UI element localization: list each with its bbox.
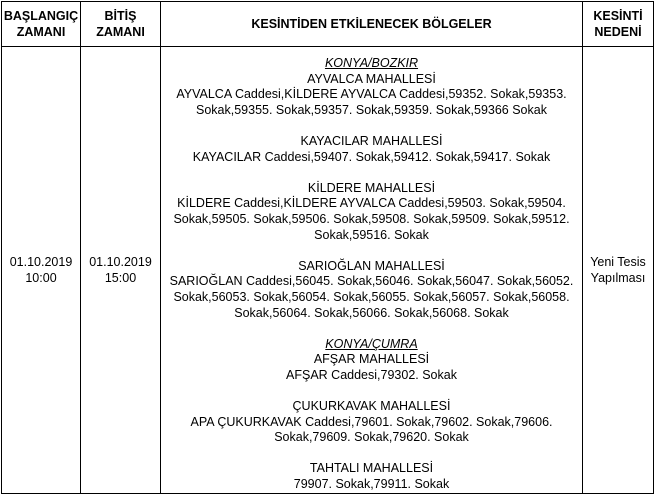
- header-reason: [583, 2, 654, 47]
- reason-cell: [583, 47, 654, 494]
- street-line: Sokak,59505. Sokak,59506. Sokak,59508. Sokak,59509. Sokak,59512.: [173, 211, 570, 226]
- neighborhood-title: SARIOĞLAN MAHALLESİ: [298, 258, 445, 273]
- header-regions: [161, 2, 583, 47]
- header-end-line-1: BİTİŞ: [104, 9, 137, 23]
- reason-line-1: Yeni Tesis: [590, 254, 646, 269]
- neighborhood-title: KİLDERE MAHALLESİ: [307, 180, 436, 195]
- end-hour: 15:00: [104, 270, 137, 285]
- end-date: 01.10.2019: [89, 254, 152, 269]
- header-reason-line-1: KESİNTİ: [593, 9, 643, 23]
- reason-line-2: Yapılması: [590, 270, 646, 285]
- street-line: Sokak,79609. Sokak,79620. Sokak: [274, 430, 469, 445]
- street-line: AFŞAR Caddesi,79302. Sokak: [286, 367, 457, 382]
- neighborhood-title: TAHTALI MAHALLESİ: [309, 461, 434, 476]
- province-title: KONYA/BOZKIR: [324, 56, 419, 70]
- start-hour: 10:00: [25, 270, 57, 285]
- street-line: Sokak,56053. Sokak,56054. Sokak,56055. Sokak,56057. Sokak,56058.: [173, 289, 570, 304]
- street-line: Sokak,56064. Sokak,56066. Sokak,56068. Sokak: [234, 305, 509, 320]
- province-title: KONYA/ÇUMRA: [325, 336, 418, 351]
- street-line: KAYACILAR Caddesi,59407. Sokak,59412. Sokak,59417. Sokak: [192, 149, 551, 164]
- header-regions-label: KESİNTİDEN ETKİLENECEK BÖLGELER: [251, 17, 492, 31]
- header-reason-line-2: NEDENİ: [594, 25, 642, 39]
- neighborhood-title: AFŞAR MAHALLESİ: [313, 352, 430, 367]
- regions-cell: [161, 47, 583, 494]
- street-line: APA ÇUKURKAVAK Caddesi,79601. Sokak,79602. Sokak,79606.: [190, 414, 553, 429]
- start-date: 01.10.2019: [9, 254, 73, 269]
- header-start-line-1: BAŞLANGIÇ: [3, 9, 79, 23]
- street-line: Sokak,59355. Sokak,59357. Sokak,59359. Sokak,59366 Sokak: [196, 102, 547, 117]
- street-line: AYVALCA Caddesi,KİLDERE AYVALCA Caddesi,59352. Sokak,59353.: [176, 87, 567, 102]
- header-end-time: [81, 2, 161, 47]
- start-time-cell: [2, 47, 81, 494]
- street-line: Sokak,59516. Sokak: [314, 227, 429, 242]
- header-row: [2, 2, 654, 47]
- header-start-line-2: ZAMANI: [16, 25, 66, 39]
- street-line: KİLDERE Caddesi,KİLDERE AYVALCA Caddesi,59503. Sokak,59504.: [177, 196, 566, 211]
- neighborhood-title: KAYACILAR MAHALLESİ: [300, 133, 443, 148]
- street-line: 79907. Sokak,79911. Sokak: [293, 477, 450, 492]
- end-time-cell: [81, 47, 161, 494]
- header-end-line-2: ZAMANI: [96, 25, 145, 39]
- table-row: [2, 47, 654, 494]
- header-start-time: [2, 2, 81, 47]
- neighborhood-title: ÇUKURKAVAK MAHALLESİ: [292, 399, 451, 414]
- neighborhood-title: AYVALCA MAHALLESİ: [307, 71, 436, 86]
- outage-table: [1, 1, 654, 494]
- street-line: SARIOĞLAN Caddesi,56045. Sokak,56046. Sokak,56047. Sokak,56052.: [169, 274, 574, 289]
